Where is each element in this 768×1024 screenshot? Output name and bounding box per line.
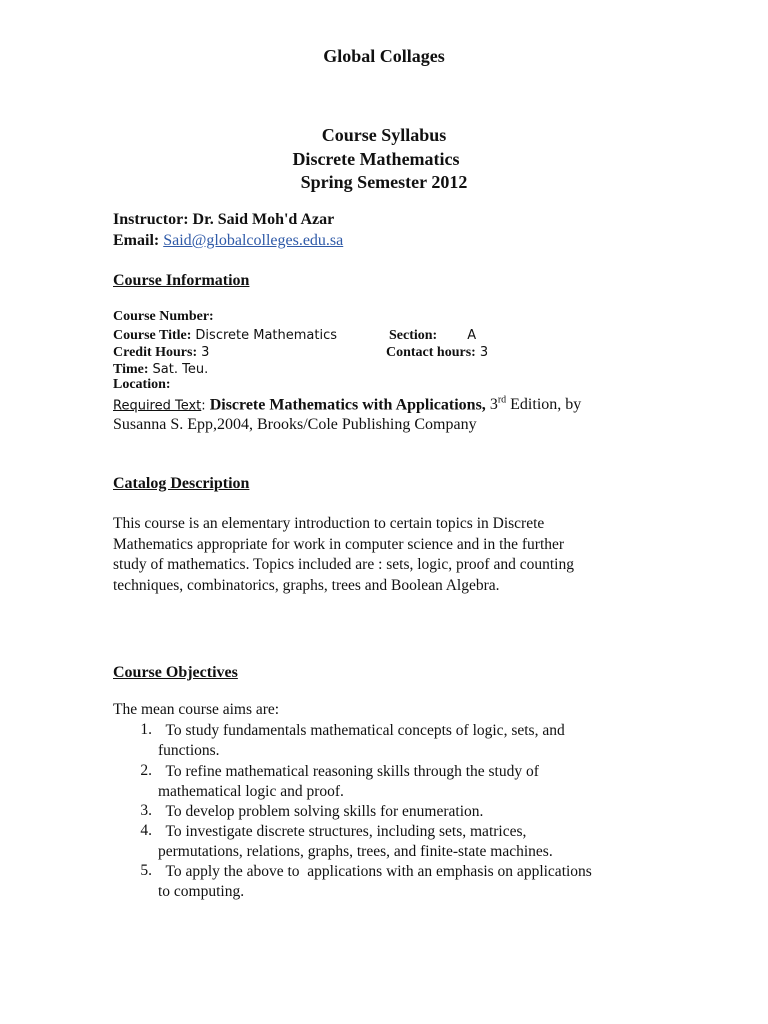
objective-line: permutations, relations, graphs, trees, and finite-state machines. [158,843,553,860]
book-edition [490,396,581,413]
credit-hours-label: Credit Hours: [113,345,198,360]
objective-line: To study fundamentals mathematical concepts of logic, sets, and [158,722,565,739]
required-text-label: Required Text [113,398,202,414]
objective-line: mathematical logic and proof. [158,783,344,800]
location-label: Location: [113,377,171,392]
instructor-label: Instructor: [113,211,189,228]
objective-line: functions. [158,742,220,759]
objective-text [158,762,658,802]
objective-item [0,721,768,761]
email-line [113,232,343,250]
instructor-line [113,211,334,229]
objective-item [0,822,768,862]
objective-line: To investigate discrete structures, including sets, matrices, [158,823,527,840]
time-row [113,360,208,378]
objective-number: 4. [140,822,152,839]
objective-text [158,862,658,902]
catalog-line: study of mathematics. Topics included are : sets, logic, proof and counting [113,556,574,573]
course-name-title: Discrete Mathematics [292,149,460,169]
credit-hours-value: 3 [201,345,210,360]
edition-superscript: rd [497,395,507,406]
objective-line: to computing. [158,883,245,900]
book-title: Discrete Mathematics with Applications, [209,396,486,414]
edition-rest: Edition, by [506,396,582,414]
email-label: Email: [113,232,160,249]
time-value: Sat. Teu. [152,362,209,377]
course-number-label: Course Number: [113,309,214,324]
required-text-row [113,395,581,414]
course-information-heading: Course Information [113,272,250,289]
required-text-colon: : [201,398,206,414]
objective-line: To develop problem solving skills for enumeration. [158,803,484,820]
objective-item [0,762,768,802]
objective-number: 5. [140,862,152,879]
contact-hours-label: Contact hours: [386,345,476,360]
objectives-intro: The mean course aims are: [113,701,280,718]
catalog-line: This course is an elementary introduction to certain topics in Discrete [113,515,545,532]
catalog-line: techniques, combinatorics, graphs, trees and Boolean Algebra. [113,576,500,594]
contact-hours-value: 3 [479,345,489,360]
section-label: Section: [389,328,438,343]
catalog-description-heading: Catalog Description [113,475,250,492]
objective-line: To refine mathematical reasoning skills through the study of [158,763,539,780]
objective-item [0,802,768,822]
credit-hours-row [113,343,209,361]
catalog-description-text [113,514,653,596]
objective-line: To apply the above to applications with an emphasis on applications [158,863,592,880]
objective-text [158,802,658,822]
objective-item [0,862,768,902]
book-details-line: Susanna S. Epp,2004, Brooks/Cole Publishing Company [113,416,477,433]
objective-number: 3. [140,802,152,819]
section-row [389,326,476,344]
objective-number: 1. [140,721,152,738]
semester-title: Spring Semester 2012 [300,172,468,192]
course-title-label: Course Title: [113,328,192,343]
edition-number: 3 [489,396,498,414]
objective-text [158,721,658,761]
objective-text [158,822,658,862]
time-label: Time: [113,362,149,377]
instructor-name: Dr. Said Moh'd Azar [192,211,335,228]
section-value: A [467,328,477,343]
email-link[interactable]: Said@globalcolleges.edu.sa [163,232,344,249]
objective-number: 2. [140,762,152,779]
college-title: Global Collages [323,46,445,66]
course-title-value: Discrete Mathematics [195,328,338,343]
catalog-line: Mathematics appropriate for work in computer science and in the further [113,535,565,553]
course-objectives-heading: Course Objectives [113,664,238,681]
contact-hours-row [386,343,488,361]
course-title-row [113,326,337,344]
syllabus-title: Course Syllabus [321,125,447,145]
